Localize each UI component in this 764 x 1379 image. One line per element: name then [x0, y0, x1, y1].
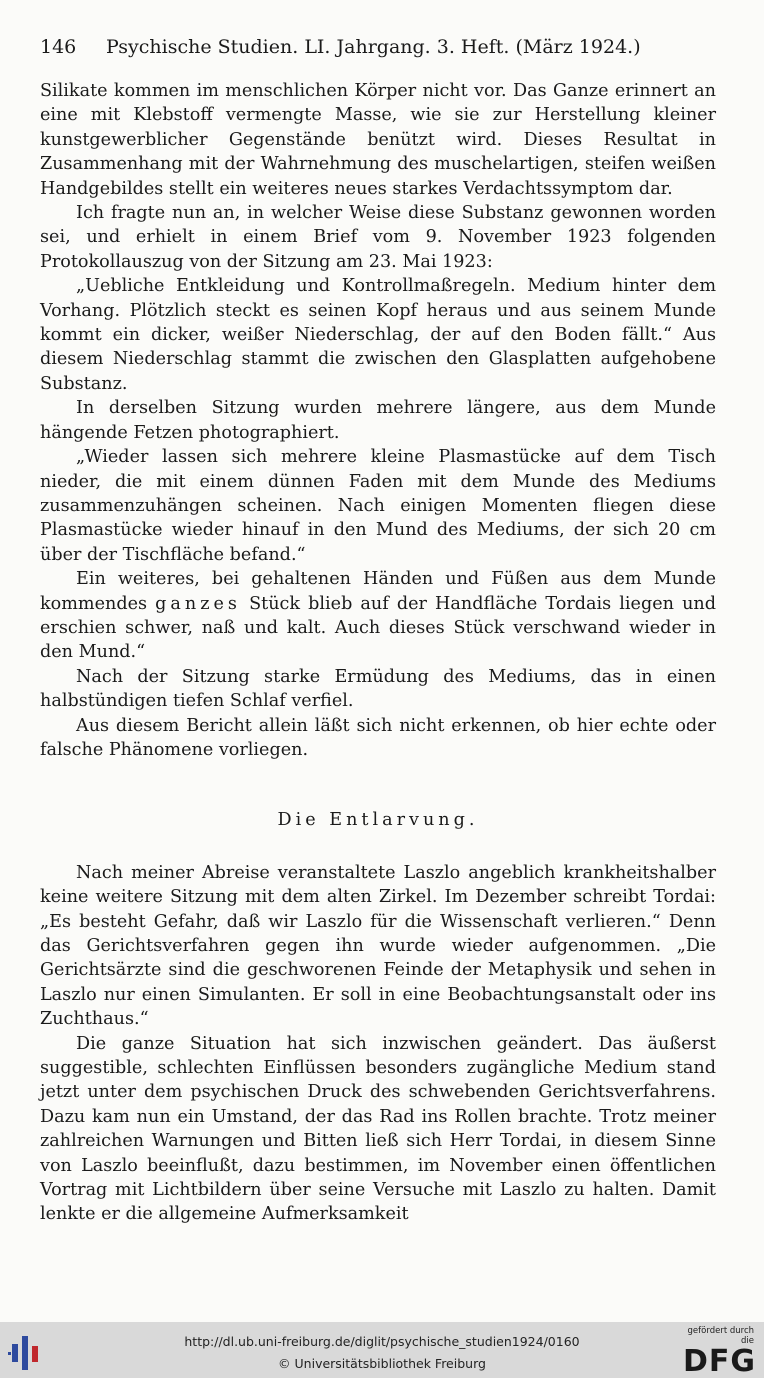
- section-heading: Die Entlarvung.: [277, 810, 479, 831]
- copyright-notice: © Universitätsbibliothek Freiburg: [278, 1356, 486, 1371]
- viewer-footer-bar: [0, 1322, 764, 1378]
- paragraph: In derselben Sitzung wurden mehrere längere, aus dem Munde hängende Fetzen photographiert.: [40, 398, 716, 443]
- running-title: Psychische Studien. LI. Jahrgang. 3. Heft. (März 1924.): [106, 36, 641, 58]
- article-body: [40, 79, 716, 1227]
- paragraph: Nach der Sitzung starke Ermüdung des Mediums, das in einen halbstündigen tiefen Schlaf verfiel.: [40, 666, 716, 712]
- paragraph-text: Ein weiteres, bei gehaltenen Händen und Füßen aus dem Munde kommendes: [40, 569, 716, 614]
- paragraph: Die ganze Situation hat sich inzwischen geändert. Das äußerst suggestible, schlechten Einflüssen besonders zugängliche Medium stand jetzt unter dem psychischen Druck des schwebenden Gerichtsverfahrens. Dazu kam nun ein Umstand, der das Rad ins Rollen brachte. Trotz meiner zahlreichen Warnungen und Bitten ließ sich Herr Tordai, in diesem Sinne von Laszlo beeinflußt, dazu bestimmen, im November einen öffentlichen Vortrag mit Lichtbildern über seine Versuche mit Laszlo zu halten. Damit lenkte er die allgemeine Aufmerksamkeit: [40, 1033, 716, 1225]
- page-number: 146: [40, 36, 77, 58]
- paragraph: Aus diesem Bericht allein läßt sich nicht erkennen, ob hier echte oder falsche Phänomene vorliegen.: [40, 715, 716, 760]
- paragraph: [40, 567, 716, 665]
- dfg-logo: [676, 1326, 756, 1379]
- dfg-logo-text: DFG: [682, 1344, 756, 1379]
- paragraph-text: Stück blieb auf der Handfläche Tordais liegen und erschien schwer, naß und kalt. Auch dieses Stück verschwand wieder in den Mund.“: [40, 593, 716, 663]
- emphasized-word: ganzes: [155, 593, 241, 614]
- quoted-protocol-paragraph: „Wieder lassen sich mehrere kleine Plasmastücke auf dem Tisch nieder, die mit einem dünnen Faden mit dem Munde des Mediums zusammenzuhängen scheinen. Nach einigen Momenten fliegen diese Plasmastücke wieder hinauf in den Mund des Mediums, der sich 20 cm über der Tischfläche befand.“: [40, 447, 716, 565]
- document-url-link[interactable]: http://dl.ub.uni-freiburg.de/diglit/psychische_studien1924/0160: [184, 1334, 580, 1349]
- funding-note: gefördert durch die: [687, 1326, 754, 1346]
- paragraph: Ich fragte nun an, in welcher Weise diese Substanz gewonnen worden sei, und erhielt in einem Brief vom 9. November 1923 folgenden Protokollauszug von der Sitzung am 23. Mai 1923:: [40, 203, 716, 272]
- paragraph: Nach meiner Abreise veranstaltete Laszlo angeblich krankheitshalber keine weitere Sitzung mit dem alten Zirkel. Im Dezember schreibt Tordai: „Es besteht Gefahr, daß wir Laszlo für die Wissenschaft verlieren.“ Denn das Gerichtsverfahren gegen ihn wurde wieder aufgenommen. „Die Gerichtsärzte sind die geschworenen Feinde der Metaphysik und sehen in Laszlo nur einen Simulanten. Er soll in eine Beobachtungsanstalt oder ins Zuchthaus.“: [40, 862, 716, 1030]
- quoted-protocol-paragraph: „Uebliche Entkleidung und Kontrollmaßregeln. Medium hinter dem Vorhang. Plötzlich steckt es seinen Kopf heraus und aus seinem Munde kommt ein dicker, weißer Niederschlag, der auf den Boden fällt.“ Aus diesem Niederschlag stammt die zwischen den Glasplatten aufgehobene Substanz.: [40, 276, 716, 394]
- paragraph: Silikate kommen im menschlichen Körper nicht vor. Das Ganze erinnert an eine mit Klebstoff vermengte Masse, wie sie zur Herstellung kleiner kunstgewerblicher Gegenstände benützt wird. Dieses Resultat in Zusammenhang mit der Wahrnehmung des muschelartigen, steifen weißen Handgebildes stellt ein weiteres neues starkes Verdachtssymptom dar.: [40, 81, 716, 199]
- running-header: [40, 34, 728, 60]
